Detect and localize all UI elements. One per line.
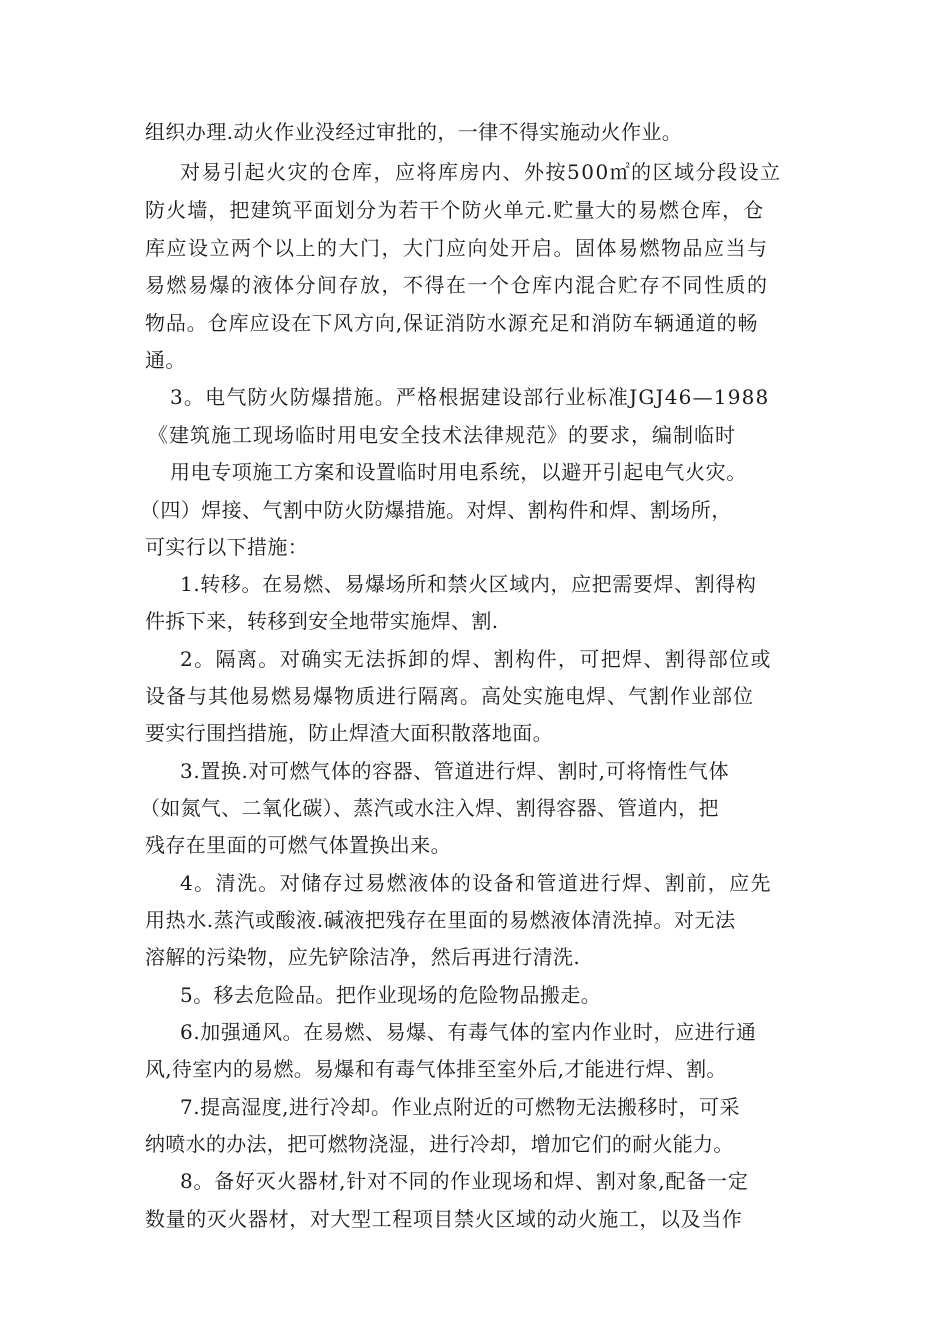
text-line: 件拆下来，转移到安全地带实施焊、割. — [145, 609, 499, 633]
text-line: 《建筑施工现场临时用电安全技术法律规范》的要求，编制临时 — [148, 423, 736, 447]
text-line: 用电专项施工方案和设置临时用电系统，以避开引起电气火灾。 — [170, 460, 747, 484]
text-line: 设备与其他易燃易爆物质进行隔离。高处实施电焊、气割作业部位 — [145, 684, 754, 708]
text-line: 组织办理.动火作业没经过审批的，一律不得实施动火作业。 — [145, 120, 683, 144]
text-line: 5。移去危险品。把作业现场的危险物品搬走。 — [180, 983, 602, 1007]
text-line: 纳喷水的办法，把可燃物浇湿，进行冷却，增加它们的耐火能力。 — [145, 1132, 734, 1156]
text-line: 3。电气防火防爆措施。严格根据建设部行业标准JGJ46—1988 — [170, 385, 770, 409]
text-line: （四）焊接、气割中防火防爆措施。对焊、割构件和焊、割场所， — [140, 498, 732, 522]
text-line: 3.置换.对可燃气体的容器、管道进行焊、割时,可将惰性气体 — [180, 759, 730, 783]
text-line: 通。 — [145, 348, 186, 372]
text-line: 用热水.蒸汽或酸液.碱液把残存在里面的易燃液体清洗掉。对无法 — [145, 908, 736, 932]
text-line: 对易引起火灾的仓库，应将库房内、外按500㎡的区域分段设立 — [180, 160, 782, 184]
text-line: 6.加强通风。在易燃、易爆、有毒气体的室内作业时，应进行通 — [180, 1020, 757, 1044]
text-line: 风,待室内的易燃。易爆和有毒气体排至室外后,才能进行焊、割。 — [145, 1057, 727, 1081]
text-line: 7.提高湿度,进行冷却。作业点附近的可燃物无法搬移时，可采 — [180, 1095, 740, 1119]
text-line: 4。清洗。对储存过易燃液体的设备和管道进行焊、割前，应先 — [180, 871, 772, 895]
text-line: 库应设立两个以上的大门，大门应向处开启。固体易燃物品应当与 — [145, 236, 769, 260]
text-line: 1.转移。在易燃、易爆场所和禁火区域内，应把需要焊、割得构 — [180, 572, 757, 596]
text-line: 溶解的污染物，应先铲除洁净，然后再进行清洗. — [145, 945, 581, 969]
text-line: 要实行围挡措施，防止焊渣大面积散落地面。 — [145, 721, 553, 745]
text-line: 残存在里面的可燃气体置换出来。 — [145, 833, 451, 857]
text-line: 防火墙，把建筑平面划分为若干个防火单元.贮量大的易燃仓库，仓 — [145, 198, 765, 222]
text-line: 数量的灭火器材，对大型工程项目禁火区域的动火施工，以及当作 — [145, 1207, 743, 1231]
text-line: 易燃易爆的液体分间存放，不得在一个仓库内混合贮存不同性质的 — [145, 273, 769, 297]
text-line: （如氮气、二氧化碳）、蒸汽或水注入焊、割得容器、管道内，把 — [140, 796, 719, 820]
text-line: 8。备好灭火器材,针对不同的作业现场和焊、割对象,配备一定 — [180, 1169, 749, 1193]
text-line: 物品。仓库应设在下风方向,保证消防水源充足和消防车辆通道的畅 — [145, 311, 759, 335]
text-line: 可实行以下措施： — [145, 535, 309, 559]
text-line: 2。隔离。对确实无法拆卸的焊、割构件，可把焊、割得部位或 — [180, 647, 772, 671]
